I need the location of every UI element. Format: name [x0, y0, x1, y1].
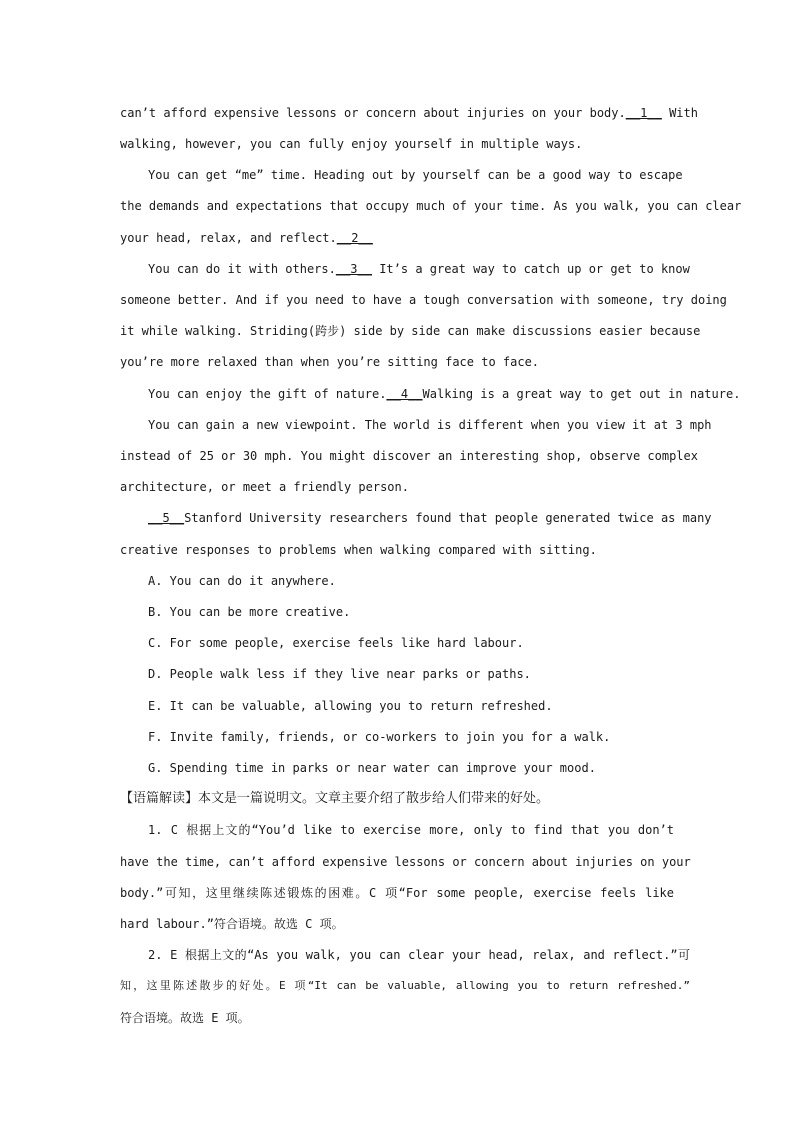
- analysis-heading: 【语篇解读】本文是一篇说明文。文章主要介绍了散步给人们带来的好处。: [120, 791, 550, 806]
- option-e: E. It can be valuable, allowing you to return refreshed.: [148, 699, 553, 713]
- passage-line: you’re more relaxed than when you’re sitting face to face.: [120, 355, 540, 369]
- blank-1: __1__: [625, 106, 662, 120]
- answer-1-line: have the time, can’t afford expensive lessons or concern about injuries on your: [120, 855, 691, 869]
- option-d: D. People walk less if they live near parks or paths.: [148, 667, 531, 681]
- answer-1-line: hard labour.”符合语境。故选 C 项。: [120, 917, 344, 931]
- option-c: C. For some people, exercise feels like hard labour.: [148, 636, 524, 650]
- passage-line: walking, however, you can fully enjoy yourself in multiple ways.: [120, 137, 583, 151]
- option-b: B. You can be more creative.: [148, 605, 351, 619]
- passage-text: It’s a great way to catch up or get to know: [371, 262, 690, 276]
- passage-line: the demands and expectations that occupy much of your time. As you walk, you can clear: [120, 199, 742, 213]
- passage-line: instead of 25 or 30 mph. You might discover an interesting shop, observe complex: [120, 449, 698, 463]
- blank-5: __5__: [148, 511, 185, 525]
- passage-text: You can do it with others.: [148, 262, 336, 276]
- passage-text: With: [661, 106, 698, 120]
- passage-line: someone better. And if you need to have a tough conversation with someone, try doing: [120, 293, 727, 307]
- passage-line: creative responses to problems when walking compared with sitting.: [120, 543, 597, 557]
- option-f: F. Invite family, friends, or co-workers to join you for a walk.: [148, 730, 611, 744]
- passage-text: You can enjoy the gift of nature.: [148, 387, 387, 401]
- blank-3: __3__: [335, 262, 372, 276]
- answer-1-line: 1. C 根据上文的“You’d like to exercise more, only to find that you don’t: [148, 823, 674, 837]
- passage-line: it while walking. Striding(跨步) side by side can make discussions easier because: [120, 324, 701, 338]
- answer-2-line: 知，这里陈述散步的好处。E 项“It can be valuable, allowing you to return refreshed.”: [120, 979, 690, 992]
- passage-line: [120, 103, 698, 123]
- passage-line: architecture, or meet a friendly person.: [120, 480, 409, 494]
- option-g: G. Spending time in parks or near water can improve your mood.: [148, 761, 596, 775]
- passage-line: [148, 508, 712, 528]
- option-a: A. You can do it anywhere.: [148, 574, 336, 588]
- passage-line: [148, 259, 690, 279]
- passage-line: You can gain a new viewpoint. The world is different when you view it at 3 mph: [148, 418, 712, 432]
- passage-text: Stanford University researchers found that people generated twice as many: [184, 511, 712, 525]
- blank-2: __2__: [336, 231, 373, 245]
- answer-1-line: body.”可知，这里继续陈述锻炼的困难。C 项“For some people, exercise feels like: [120, 886, 674, 900]
- passage-text: your head, relax, and reflect.: [120, 231, 337, 245]
- passage-text: Walking is a great way to get out in nature.: [422, 387, 741, 401]
- answer-2-line: 2. E 根据上文的“As you walk, you can clear your head, relax, and reflect.”可: [148, 948, 690, 962]
- passage-line: [148, 384, 741, 404]
- passage-text: can’t afford expensive lessons or concern about injuries on your body.: [120, 106, 626, 120]
- passage-line: You can get “me” time. Heading out by yourself can be a good way to escape: [148, 168, 683, 182]
- passage-line: [120, 228, 674, 248]
- answer-2-line: 符合语境。故选 E 项。: [120, 1011, 250, 1025]
- blank-4: __4__: [386, 387, 423, 401]
